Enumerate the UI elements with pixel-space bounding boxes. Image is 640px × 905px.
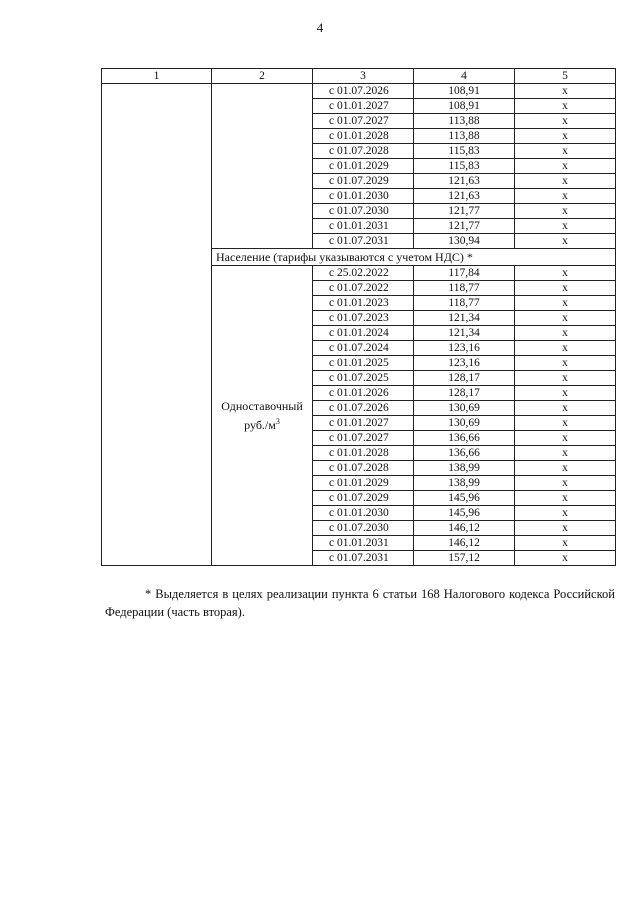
tariff-value-cell: 117,84 — [414, 266, 515, 281]
col5-cell: х — [515, 401, 616, 416]
tariff-value-cell: 113,88 — [414, 114, 515, 129]
tariff-value-cell: 121,63 — [414, 189, 515, 204]
tariff-value-cell: 146,12 — [414, 536, 515, 551]
tariff-value-cell: 121,77 — [414, 204, 515, 219]
col5-cell: х — [515, 506, 616, 521]
tariff-value-cell: 113,88 — [414, 129, 515, 144]
date-cell: с 01.07.2031 — [313, 234, 414, 249]
col5-cell: х — [515, 551, 616, 566]
col5-cell: х — [515, 326, 616, 341]
header-col-5: 5 — [515, 69, 616, 84]
col5-cell: х — [515, 99, 616, 114]
col5-cell: х — [515, 174, 616, 189]
col5-cell: х — [515, 281, 616, 296]
col5-cell: х — [515, 144, 616, 159]
col5-cell: х — [515, 446, 616, 461]
tariff-value-cell: 121,34 — [414, 311, 515, 326]
date-cell: с 01.07.2029 — [313, 174, 414, 189]
col5-cell: х — [515, 296, 616, 311]
tariff-value-cell: 157,12 — [414, 551, 515, 566]
col5-cell: х — [515, 521, 616, 536]
date-cell: с 01.07.2030 — [313, 521, 414, 536]
header-row — [102, 69, 616, 84]
tariff-table — [101, 68, 616, 566]
col5-cell: х — [515, 371, 616, 386]
tariff-value-cell: 136,66 — [414, 431, 515, 446]
col5-cell: х — [515, 311, 616, 326]
header-col-2: 2 — [212, 69, 313, 84]
footnote: * Выделяется в целях реализации пункта 6 статьи 168 Налогового кодекса Российской Федерации (часть вторая). — [105, 587, 615, 619]
col5-cell: х — [515, 114, 616, 129]
col5-cell: х — [515, 476, 616, 491]
col5-cell: х — [515, 266, 616, 281]
date-cell: с 01.01.2023 — [313, 296, 414, 311]
tariff-value-cell: 145,96 — [414, 506, 515, 521]
tariff-value-cell: 138,99 — [414, 476, 515, 491]
tariff-value-cell: 108,91 — [414, 84, 515, 99]
date-cell: с 01.07.2027 — [313, 114, 414, 129]
date-cell: с 01.07.2028 — [313, 461, 414, 476]
header-col-1: 1 — [102, 69, 212, 84]
page-number: 4 — [316, 20, 324, 35]
date-cell: с 01.07.2028 — [313, 144, 414, 159]
date-cell: с 01.01.2028 — [313, 446, 414, 461]
tariff-value-cell: 136,66 — [414, 446, 515, 461]
tariff-value-cell: 130,94 — [414, 234, 515, 249]
date-cell: с 01.01.2031 — [313, 536, 414, 551]
date-cell: с 01.07.2024 — [313, 341, 414, 356]
tariff-value-cell: 108,91 — [414, 99, 515, 114]
date-cell: с 01.07.2029 — [313, 491, 414, 506]
tariff-value-cell: 118,77 — [414, 296, 515, 311]
date-cell: с 01.01.2027 — [313, 99, 414, 114]
col5-cell: х — [515, 234, 616, 249]
table-row — [102, 84, 616, 99]
date-cell: с 01.01.2029 — [313, 159, 414, 174]
date-cell: с 01.01.2030 — [313, 506, 414, 521]
col1-cell — [102, 84, 212, 566]
date-cell: с 01.01.2030 — [313, 189, 414, 204]
date-cell: с 01.07.2026 — [313, 84, 414, 99]
col5-cell: х — [515, 84, 616, 99]
date-cell: с 01.07.2026 — [313, 401, 414, 416]
col5-cell: х — [515, 356, 616, 371]
rate-unit-sup: 3 — [275, 416, 280, 426]
col5-cell: х — [515, 204, 616, 219]
tariff-value-cell: 130,69 — [414, 401, 515, 416]
tariff-value-cell: 145,96 — [414, 491, 515, 506]
tariff-value-cell: 115,83 — [414, 144, 515, 159]
tariff-value-cell: 128,17 — [414, 371, 515, 386]
col2-cell — [212, 84, 313, 249]
date-cell: с 01.07.2027 — [313, 431, 414, 446]
tariff-value-cell: 123,16 — [414, 341, 515, 356]
header-col-4: 4 — [414, 69, 515, 84]
tariff-value-cell: 121,34 — [414, 326, 515, 341]
tariff-value-cell: 123,16 — [414, 356, 515, 371]
col5-cell: х — [515, 491, 616, 506]
tariff-value-cell: 115,83 — [414, 159, 515, 174]
tariff-value-cell: 130,69 — [414, 416, 515, 431]
tariff-value-cell: 146,12 — [414, 521, 515, 536]
col5-cell: х — [515, 416, 616, 431]
rate-unit: руб./м — [244, 417, 276, 432]
date-cell: с 01.07.2022 — [313, 281, 414, 296]
col5-cell: х — [515, 159, 616, 174]
tariff-value-cell: 138,99 — [414, 461, 515, 476]
date-cell: с 25.02.2022 — [313, 266, 414, 281]
section-label: Население (тарифы указываются с учетом НДС) * — [212, 249, 616, 266]
col5-cell: х — [515, 386, 616, 401]
date-cell: с 01.01.2026 — [313, 386, 414, 401]
col5-cell: х — [515, 341, 616, 356]
tariff-value-cell: 118,77 — [414, 281, 515, 296]
date-cell: с 01.07.2030 — [313, 204, 414, 219]
tariff-value-cell: 121,63 — [414, 174, 515, 189]
date-cell: с 01.01.2025 — [313, 356, 414, 371]
col5-cell: х — [515, 461, 616, 476]
date-cell: с 01.07.2025 — [313, 371, 414, 386]
tariff-value-cell: 128,17 — [414, 386, 515, 401]
col5-cell: х — [515, 129, 616, 144]
tariff-value-cell: 121,77 — [414, 219, 515, 234]
header-col-3: 3 — [313, 69, 414, 84]
col5-cell: х — [515, 536, 616, 551]
rate-type: Одноставочный — [221, 398, 303, 413]
date-cell: с 01.01.2024 — [313, 326, 414, 341]
date-cell: с 01.01.2027 — [313, 416, 414, 431]
col5-cell: х — [515, 431, 616, 446]
date-cell: с 01.07.2031 — [313, 551, 414, 566]
date-cell: с 01.01.2031 — [313, 219, 414, 234]
date-cell: с 01.01.2028 — [313, 129, 414, 144]
rate-type-cell — [212, 266, 313, 566]
col5-cell: х — [515, 189, 616, 204]
col5-cell: х — [515, 219, 616, 234]
date-cell: с 01.07.2023 — [313, 311, 414, 326]
date-cell: с 01.01.2029 — [313, 476, 414, 491]
